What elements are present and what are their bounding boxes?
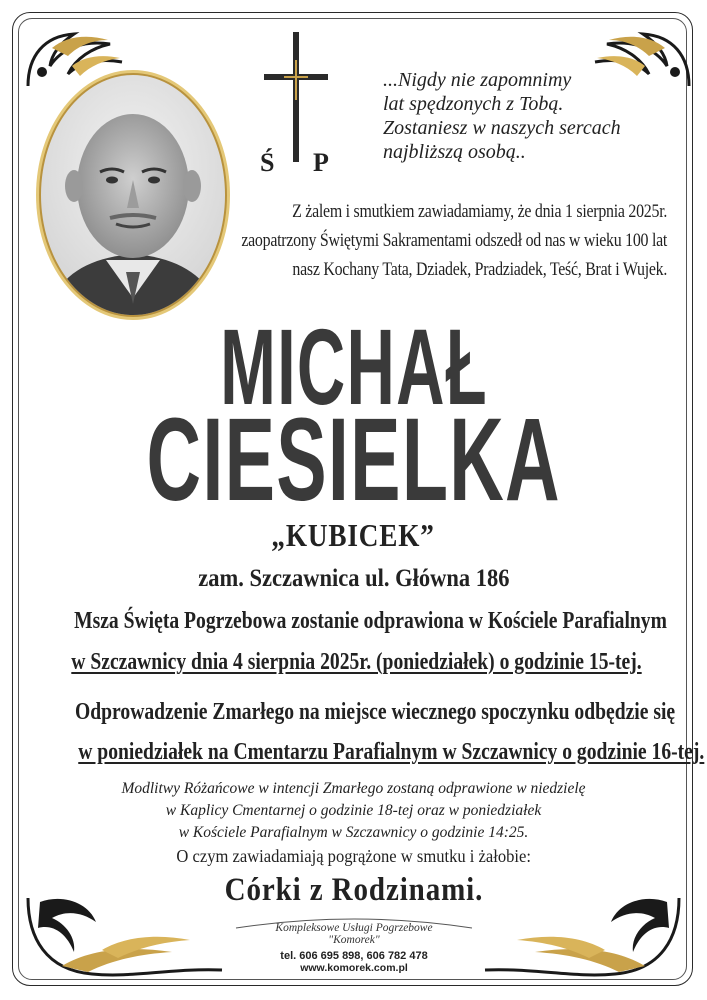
nickname: „KUBICEK” — [271, 517, 436, 553]
verse-line: ...Nigdy nie zapomnimy — [383, 69, 572, 91]
funeral-home-name: Kompleksowe Usługi Pogrzebowe — [275, 922, 433, 934]
verse-line: najbliższą osobą.. — [383, 141, 526, 163]
intro-line: Z żalem i smutkiem zawiadamiamy, że dnia 1 sierpnia 2025r. — [291, 202, 667, 222]
funeral-home-phone: tel. 606 695 898, 606 782 478 — [280, 950, 428, 962]
burial-line: Odprowadzenie Zmarłego na miejsce wiecznego spoczynku odbędzie się — [75, 698, 676, 725]
intro-text — [172, 198, 667, 285]
last-name: CIESIELKA — [146, 394, 561, 526]
prayer-line: Modlitwy Różańcowe w intencji Zmarłego zostaną odprawione w niedzielę — [121, 780, 586, 797]
funeral-home-web: www.komorek.com.pl — [300, 962, 408, 974]
intro-line: nasz Kochany Tata, Dziadek, Pradziadek, Teść, Brat i Wujek. — [292, 260, 667, 280]
address: zam. Szczawnica ul. Główna 186 — [197, 565, 510, 592]
verse-line: Zostaniesz w naszych sercach — [383, 117, 621, 139]
burial-line: w poniedziałek na Cmentarzu Parafialnym w Szczawnicy o godzinie 16-tej. — [78, 738, 705, 765]
first-name: MICHAŁ — [219, 306, 488, 427]
mass-line: Msza Święta Pogrzebowa zostanie odprawiona w Kościele Parafialnym — [74, 607, 667, 634]
verse — [383, 68, 683, 164]
verse-line: lat spędzonych z Tobą. — [383, 93, 564, 115]
symbol-p: P — [313, 148, 329, 177]
symbol-s: Ś — [260, 148, 275, 177]
prayer-line: w Kościele Parafialnym w Szczawnicy o godzinie 14:25. — [178, 824, 529, 841]
intro-line: zaopatrzony Świętymi Sakramentami odszedł od nas w wieku 100 lat — [241, 231, 667, 251]
prayer-line: w Kaplicy Cmentarnej o godzinie 18-tej oraz w poniedziałek — [165, 802, 542, 819]
family-signature: Córki z Rodzinami. — [224, 872, 483, 908]
notify-text: O czym zawiadamiają pogrążone w smutku i żałobie: — [176, 846, 531, 866]
funeral-home-brand: "Komorek" — [328, 934, 380, 946]
mass-line: w Szczawnicy dnia 4 sierpnia 2025r. (poniedziałek) o godzinie 15-tej. — [71, 648, 642, 675]
funeral-home-logo — [226, 916, 482, 976]
